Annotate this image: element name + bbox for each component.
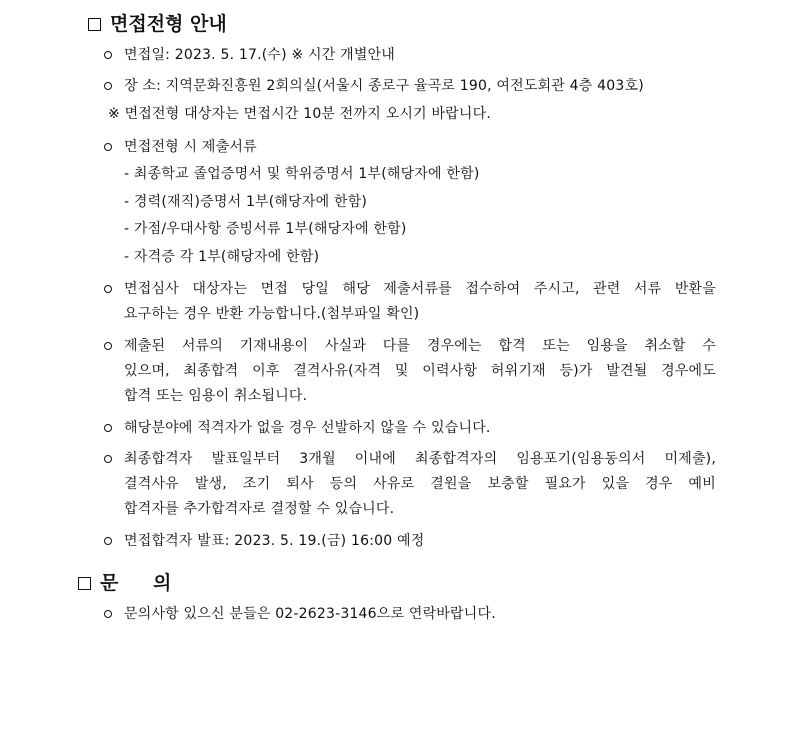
section-title-text: 면접전형 안내 bbox=[110, 13, 227, 35]
required-doc-item: - 가점/우대사항 증빙서류 1부(해당자에 한함) bbox=[124, 221, 407, 237]
para-false-info: 제출된 서류의 기재내용이 사실과 다를 경우에는 합격 또는 임용을 취소할 수 bbox=[124, 338, 716, 354]
circle-bullet-icon bbox=[104, 51, 112, 59]
circle-bullet-icon bbox=[104, 342, 112, 350]
para-false-info-cont: 있으며, 최종합격 이후 결격사유(자격 및 이력사항 허위기재 등)가 발견될 경우에도 bbox=[124, 363, 716, 379]
inquiry-contact: 문의사항 있으신 분들은 02-2623-3146으로 연락바랍니다. bbox=[124, 606, 496, 622]
section-title-inquiry bbox=[78, 571, 185, 595]
circle-bullet-icon bbox=[104, 424, 112, 432]
circle-bullet-icon bbox=[104, 610, 112, 618]
para-announcement: 면접합격자 발표: 2023. 5. 19.(금) 16:00 예정 bbox=[124, 533, 425, 549]
required-docs-title: 면접전형 시 제출서류 bbox=[124, 139, 257, 155]
para-docs-submission-cont: 요구하는 경우 반환 가능합니다.(첨부파일 확인) bbox=[124, 306, 420, 322]
checkbox-square-icon bbox=[88, 18, 101, 31]
section-title-text: 문 의 bbox=[100, 572, 186, 594]
interview-date: 면접일: 2023. 5. 17.(수) ※ 시간 개별안내 bbox=[124, 47, 396, 63]
required-doc-item: - 경력(재직)증명서 1부(해당자에 한함) bbox=[124, 194, 368, 210]
circle-bullet-icon bbox=[104, 537, 112, 545]
para-reserve-pass-cont: 합격자를 추가합격자로 결정할 수 있습니다. bbox=[124, 501, 395, 517]
interview-location: 장 소: 지역문화진흥원 2회의실(서울시 종로구 율곡로 190, 여전도회관 4층 403호) bbox=[124, 78, 644, 94]
para-false-info-cont: 합격 또는 임용이 취소됩니다. bbox=[124, 388, 308, 404]
required-doc-item: - 최종학교 졸업증명서 및 학위증명서 1부(해당자에 한함) bbox=[124, 166, 480, 182]
para-docs-submission: 면접심사 대상자는 면접 당일 해당 제출서류를 접수하여 주시고, 관련 서류 반환을 bbox=[124, 281, 716, 297]
para-reserve-pass-cont: 결격사유 발생, 조기 퇴사 등의 사유로 결원을 보충할 필요가 있을 경우 예비 bbox=[124, 476, 716, 492]
circle-bullet-icon bbox=[104, 82, 112, 90]
section-title-interview bbox=[88, 12, 227, 36]
circle-bullet-icon bbox=[104, 455, 112, 463]
circle-bullet-icon bbox=[104, 285, 112, 293]
checkbox-square-icon bbox=[78, 577, 91, 590]
para-no-candidate: 해당분야에 적격자가 없을 경우 선발하지 않을 수 있습니다. bbox=[124, 420, 491, 436]
para-reserve-pass: 최종합격자 발표일부터 3개월 이내에 최종합격자의 임용포기(임용동의서 미제출), bbox=[124, 451, 716, 467]
circle-bullet-icon bbox=[104, 143, 112, 151]
required-doc-item: - 자격증 각 1부(해당자에 한함) bbox=[124, 249, 320, 265]
interview-note: ※ 면접전형 대상자는 면접시간 10분 전까지 오시기 바랍니다. bbox=[108, 106, 491, 122]
